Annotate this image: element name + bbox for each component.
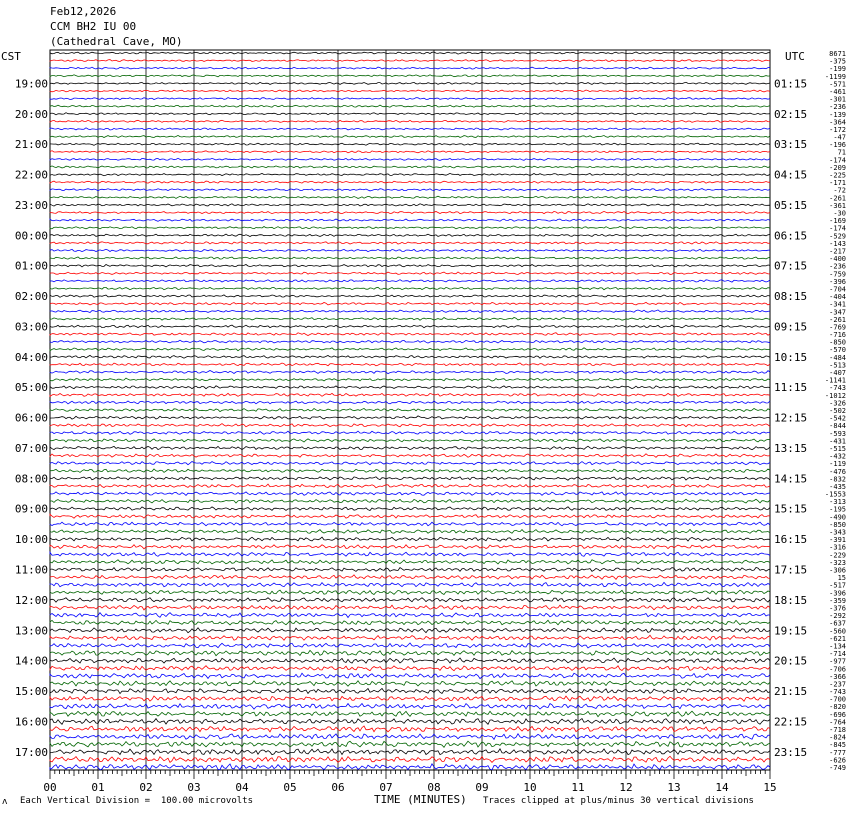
- seismic-trace: [50, 719, 770, 725]
- x-tick-label: 13: [667, 781, 681, 794]
- utc-hour-label: 12:15: [774, 411, 808, 425]
- cst-hour-label: 06:00: [14, 411, 48, 425]
- trace-offset-label: -435: [829, 482, 846, 491]
- trace-offset-label: -391: [829, 536, 846, 545]
- utc-hour-label: 06:15: [774, 229, 808, 243]
- station-location: (Cathedral Cave, MO): [50, 35, 183, 48]
- plot-date: Feb12,2026: [50, 5, 117, 18]
- cst-hour-label: 23:00: [14, 198, 48, 212]
- trace-offset-label: -366: [829, 672, 846, 681]
- cst-hour-label: 09:00: [14, 502, 48, 516]
- seismic-trace: [50, 401, 770, 404]
- x-tick-label: 10: [523, 781, 537, 794]
- seismic-trace: [50, 635, 770, 640]
- cst-hour-label: 02:00: [14, 290, 48, 304]
- seismic-trace: [50, 82, 770, 84]
- seismic-trace: [50, 658, 770, 663]
- trace-offset-label: -174: [829, 224, 846, 233]
- trace-offset-label: -143: [829, 239, 846, 248]
- seismic-trace: [50, 173, 770, 175]
- seismic-trace: [50, 302, 770, 305]
- seismic-traces: [50, 52, 770, 770]
- trace-offset-label: -229: [829, 551, 846, 560]
- cst-hour-label: 13:00: [14, 624, 48, 638]
- cst-hour-label: 03:00: [14, 320, 48, 334]
- trace-offset-label: -431: [829, 437, 846, 446]
- trace-offset-label: -626: [829, 756, 846, 765]
- seismic-trace: [50, 143, 770, 145]
- station-channel: CCM BH2 IU 00: [50, 20, 137, 33]
- utc-hour-label: 07:15: [774, 259, 808, 273]
- seismic-trace: [50, 605, 770, 610]
- cst-hour-label: 10:00: [14, 533, 48, 547]
- utc-hour-label: 03:15: [774, 138, 808, 152]
- trace-offset-label: -529: [829, 232, 846, 241]
- trace-offset-label: -47: [833, 133, 846, 142]
- x-tick-label: 06: [331, 781, 345, 794]
- seismic-trace: [50, 628, 770, 633]
- seismic-trace: [50, 499, 770, 503]
- seismic-trace: [50, 363, 770, 366]
- x-tick-label: 12: [619, 781, 633, 794]
- cst-hour-label: 07:00: [14, 441, 48, 455]
- trace-offset-label: -706: [829, 665, 846, 674]
- trace-offset-label: -209: [829, 163, 846, 172]
- trace-offset-label: -396: [829, 589, 846, 598]
- seismic-trace: [50, 378, 770, 381]
- trace-offset-label: -820: [829, 703, 846, 712]
- utc-hour-label: 15:15: [774, 502, 808, 516]
- utc-hour-label: 18:15: [774, 593, 808, 607]
- seismic-trace: [50, 514, 770, 518]
- trace-offset-label: -236: [829, 103, 846, 112]
- seismic-trace: [50, 90, 770, 92]
- trace-offset-label: -844: [829, 422, 846, 431]
- trace-offset-label: -134: [829, 642, 846, 651]
- seismic-trace: [50, 560, 770, 564]
- trace-offset-label: -236: [829, 262, 846, 271]
- seismic-trace: [50, 75, 770, 77]
- trace-offset-label: -316: [829, 543, 846, 552]
- seismic-trace: [50, 393, 770, 396]
- cst-hour-labels: [15, 77, 48, 758]
- seismic-trace: [50, 52, 770, 54]
- seismic-trace: [50, 431, 770, 434]
- trace-offset-label: -571: [829, 80, 846, 89]
- utc-hour-label: 11:15: [774, 381, 808, 395]
- trace-offset-label: -743: [829, 688, 846, 697]
- trace-offset-label: -199: [829, 65, 846, 74]
- trace-offset-label: -432: [829, 452, 846, 461]
- seismic-trace: [50, 325, 770, 328]
- seismic-trace: [50, 469, 770, 472]
- seismic-trace: [50, 67, 770, 69]
- x-tick-label: 01: [91, 781, 105, 794]
- trace-offset-label: -376: [829, 604, 846, 613]
- cst-hour-label: 11:00: [14, 563, 48, 577]
- cst-hour-label: 21:00: [14, 138, 48, 152]
- trace-offset-label: -517: [829, 581, 846, 590]
- utc-hour-label: 17:15: [774, 563, 808, 577]
- cst-hour-label: 04:00: [14, 350, 48, 364]
- seismic-trace: [50, 650, 770, 655]
- x-tick-label: 14: [715, 781, 729, 794]
- seismic-trace: [50, 477, 770, 480]
- seismic-trace: [50, 439, 770, 442]
- seismic-trace: [50, 681, 770, 686]
- seismic-trace: [50, 272, 770, 275]
- x-tick-label: 07: [379, 781, 393, 794]
- trace-offset-label: -172: [829, 125, 846, 134]
- x-tick-label: 00: [43, 781, 57, 794]
- utc-hour-label: 09:15: [774, 320, 808, 334]
- seismic-trace: [50, 189, 770, 191]
- trace-offset-label: -476: [829, 467, 846, 476]
- cst-hour-label: 00:00: [14, 229, 48, 243]
- seismic-trace: [50, 416, 770, 419]
- seismic-trace: [50, 575, 770, 580]
- left-timezone: CST: [1, 50, 21, 63]
- trace-offset-label: -326: [829, 399, 846, 408]
- utc-hour-label: 16:15: [774, 533, 808, 547]
- trace-offset-label: -570: [829, 346, 846, 355]
- trace-offset-label: 71: [837, 148, 846, 157]
- cst-hour-label: 08:00: [14, 472, 48, 486]
- trace-offset-label: -292: [829, 612, 846, 621]
- trace-offset-label: -396: [829, 277, 846, 286]
- cst-hour-label: 12:00: [14, 593, 48, 607]
- trace-offset-label: -845: [829, 741, 846, 750]
- trace-offset-label: -850: [829, 338, 846, 347]
- x-tick-label: 03: [187, 781, 201, 794]
- trace-offset-label: 8671: [829, 50, 846, 58]
- trace-offset-label: -306: [829, 566, 846, 575]
- trace-offset-label: -850: [829, 520, 846, 529]
- cst-hour-label: 22:00: [14, 168, 48, 182]
- trace-offset-label: -832: [829, 475, 846, 484]
- seismic-trace: [50, 242, 770, 244]
- trace-offset-label: -764: [829, 718, 846, 727]
- utc-hour-label: 19:15: [774, 624, 808, 638]
- seismic-trace: [50, 741, 770, 747]
- seismic-trace: [50, 590, 770, 594]
- seismic-trace: [50, 454, 770, 458]
- seismic-trace: [50, 530, 770, 534]
- seismic-trace: [50, 643, 770, 648]
- seismic-trace: [50, 113, 770, 115]
- seismic-trace: [50, 151, 770, 153]
- trace-offset-label: -1553: [824, 490, 846, 499]
- trace-offset-label: -461: [829, 87, 846, 96]
- seismic-trace: [50, 234, 770, 236]
- seismic-trace: [50, 249, 770, 251]
- seismic-trace: [50, 537, 770, 541]
- seismic-trace: [50, 598, 770, 602]
- clip-note: Traces clipped at plus/minus 30 vertical divisions: [483, 796, 754, 806]
- trace-offset-label: -313: [829, 498, 846, 507]
- trace-offset-label: -171: [829, 179, 846, 188]
- seismic-trace: [50, 287, 770, 290]
- cst-hour-label: 19:00: [14, 77, 48, 91]
- utc-hour-label: 13:15: [774, 441, 808, 455]
- utc-hour-label: 04:15: [774, 168, 808, 182]
- trace-offset-label: -977: [829, 657, 846, 666]
- seismic-trace: [50, 219, 770, 221]
- seismic-trace: [50, 484, 770, 488]
- seismic-trace: [50, 704, 770, 710]
- seismic-trace: [50, 355, 770, 358]
- trace-offset-label: -515: [829, 444, 846, 453]
- x-tick-label: 11: [571, 781, 585, 794]
- seismic-trace: [50, 196, 770, 198]
- seismic-trace: [50, 348, 770, 351]
- seismic-trace: [50, 340, 770, 343]
- seismic-trace: [50, 749, 770, 755]
- seismic-trace: [50, 295, 770, 298]
- trace-offset-label: -400: [829, 255, 846, 264]
- cst-hour-label: 01:00: [14, 259, 48, 273]
- trace-offset-label: -513: [829, 361, 846, 370]
- seismic-trace: [50, 318, 770, 321]
- seismic-trace: [50, 689, 770, 694]
- utc-hour-label: 01:15: [774, 77, 808, 91]
- utc-hour-label: 21:15: [774, 685, 808, 699]
- seismic-trace: [50, 568, 770, 572]
- trace-offset-label: -621: [829, 634, 846, 643]
- seismic-trace: [50, 582, 770, 586]
- utc-hour-label: 05:15: [774, 198, 808, 212]
- trace-offset-label: -361: [829, 201, 846, 210]
- trace-offset-label: -1141: [824, 376, 846, 385]
- seismic-trace: [50, 408, 770, 411]
- seismic-trace: [50, 310, 770, 313]
- seismic-trace: [50, 462, 770, 465]
- trace-offset-label: 15: [837, 574, 846, 583]
- trace-offset-label: -716: [829, 331, 846, 340]
- seismic-trace: [50, 673, 770, 678]
- utc-hour-label: 02:15: [774, 107, 808, 121]
- right-timezone: UTC: [785, 50, 805, 63]
- trace-offset-label: -343: [829, 528, 846, 537]
- trace-offset-label: -217: [829, 247, 846, 256]
- cst-hour-label: 17:00: [14, 745, 48, 759]
- trace-offset-label: -169: [829, 217, 846, 226]
- trace-offset-label: -700: [829, 695, 846, 704]
- trace-offset-label: -484: [829, 353, 846, 362]
- utc-hour-label: 20:15: [774, 654, 808, 668]
- trace-offset-label: -502: [829, 407, 846, 415]
- trace-offset-label: -375: [829, 57, 846, 66]
- trace-offset-label: -404: [829, 293, 846, 302]
- seismic-trace: [50, 446, 770, 450]
- seismic-trace: [50, 386, 770, 389]
- seismic-trace: [50, 545, 770, 549]
- seismic-trace: [50, 204, 770, 206]
- trace-offset-label: -696: [829, 710, 846, 719]
- trace-offset-label: -196: [829, 141, 846, 150]
- trace-offset-label: -718: [829, 726, 846, 735]
- trace-offset-label: -490: [829, 513, 846, 522]
- utc-hour-label: 23:15: [774, 745, 808, 759]
- utc-hour-label: 14:15: [774, 472, 808, 486]
- seismic-trace: [50, 98, 770, 100]
- trace-offset-label: -593: [829, 429, 846, 438]
- seismic-trace: [50, 726, 770, 732]
- seismic-trace: [50, 227, 770, 229]
- trace-offset-label: -225: [829, 171, 846, 180]
- trace-offset-label: -714: [829, 650, 846, 659]
- utc-hour-label: 08:15: [774, 290, 808, 304]
- trace-offset-label: -341: [829, 300, 846, 309]
- trace-offset-label: -542: [829, 414, 846, 423]
- cst-hour-label: 20:00: [14, 107, 48, 121]
- corner-mark: ʌ: [2, 797, 8, 807]
- trace-offset-label: -174: [829, 156, 846, 165]
- seismic-trace: [50, 371, 770, 374]
- trace-offset-label: -560: [829, 627, 846, 636]
- seismic-trace: [50, 711, 770, 717]
- trace-offset-label: -359: [829, 596, 846, 605]
- cst-hour-label: 16:00: [14, 715, 48, 729]
- trace-offset-label: -195: [829, 505, 846, 514]
- seismic-trace: [50, 211, 770, 213]
- trace-offset-label: -139: [829, 110, 846, 119]
- seismic-trace: [50, 333, 770, 336]
- seismic-trace: [50, 166, 770, 168]
- seismic-trace: [50, 280, 770, 282]
- seismic-trace: [50, 60, 770, 62]
- utc-hour-label: 10:15: [774, 350, 808, 364]
- trace-offset-labels: [825, 50, 846, 772]
- trace-offset-label: -824: [829, 733, 846, 742]
- trace-offset-label: -237: [829, 680, 846, 689]
- trace-offset-label: -749: [829, 764, 846, 772]
- seismic-trace: [50, 522, 770, 526]
- seismic-trace: [50, 181, 770, 183]
- trace-offset-label: -261: [829, 194, 846, 203]
- trace-offset-label: -261: [829, 315, 846, 324]
- seismic-trace: [50, 613, 770, 618]
- seismic-trace: [50, 135, 770, 137]
- cst-hour-label: 15:00: [14, 685, 48, 699]
- x-tick-label: 15: [763, 781, 777, 794]
- trace-offset-label: -301: [829, 95, 846, 104]
- x-tick-label: 05: [283, 781, 297, 794]
- scale-note: Each Vertical Division = 100.00 microvolts: [20, 796, 253, 806]
- x-tick-label: 09: [475, 781, 489, 794]
- trace-offset-label: -407: [829, 369, 846, 378]
- seismic-trace: [50, 158, 770, 160]
- trace-offset-label: -72: [833, 186, 846, 195]
- trace-offset-label: -364: [829, 118, 846, 127]
- seismic-trace: [50, 764, 770, 770]
- trace-offset-label: -769: [829, 323, 846, 332]
- trace-offset-label: -119: [829, 460, 846, 469]
- seismic-trace: [50, 492, 770, 496]
- trace-offset-label: -759: [829, 270, 846, 279]
- seismic-trace: [50, 666, 770, 671]
- trace-offset-label: -1199: [824, 72, 846, 81]
- seismic-trace: [50, 265, 770, 267]
- trace-offset-label: -347: [829, 308, 846, 317]
- trace-offset-label: -323: [829, 558, 846, 567]
- seismic-trace: [50, 620, 770, 625]
- seismic-trace: [50, 128, 770, 130]
- seismic-trace: [50, 552, 770, 556]
- cst-hour-label: 05:00: [14, 381, 48, 395]
- seismic-trace: [50, 756, 770, 762]
- utc-hour-labels: [774, 77, 807, 758]
- x-tick-label: 04: [235, 781, 249, 794]
- trace-offset-label: -1012: [824, 391, 846, 400]
- trace-offset-label: -743: [829, 384, 846, 393]
- x-axis: [43, 770, 776, 794]
- seismic-trace: [50, 424, 770, 427]
- x-tick-label: 08: [427, 781, 441, 794]
- trace-offset-label: -637: [829, 619, 846, 628]
- seismic-trace: [50, 257, 770, 259]
- utc-hour-label: 22:15: [774, 715, 808, 729]
- seismic-trace: [50, 105, 770, 107]
- x-axis-label: TIME (MINUTES): [374, 793, 467, 806]
- x-tick-label: 02: [139, 781, 153, 794]
- seismic-trace: [50, 734, 770, 740]
- seismic-trace: [50, 120, 770, 122]
- seismic-trace: [50, 696, 770, 701]
- trace-offset-label: -777: [829, 748, 846, 757]
- cst-hour-label: 14:00: [14, 654, 48, 668]
- trace-offset-label: -30: [833, 209, 846, 218]
- trace-offset-label: -704: [829, 285, 846, 294]
- seismic-trace: [50, 507, 770, 511]
